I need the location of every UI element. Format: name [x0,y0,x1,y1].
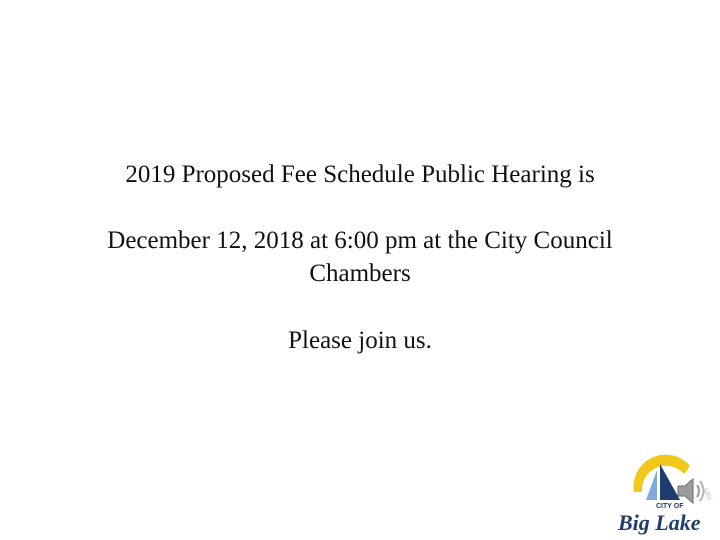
invite-line: Please join us. [288,327,432,354]
date-line: December 12, 2018 at 6:00 pm at the City Council [107,227,613,254]
logo-arc-text: MN [700,486,715,502]
logo-name-text: Big Lake [618,510,701,535]
speaker-icon[interactable] [672,472,710,510]
location-line: Chambers [309,260,411,287]
logo-city-of-text: CITY OF [656,503,684,510]
announcement-line: 2019 Proposed Fee Schedule Public Hearing is [125,161,595,188]
sail-shape-small [646,470,657,500]
